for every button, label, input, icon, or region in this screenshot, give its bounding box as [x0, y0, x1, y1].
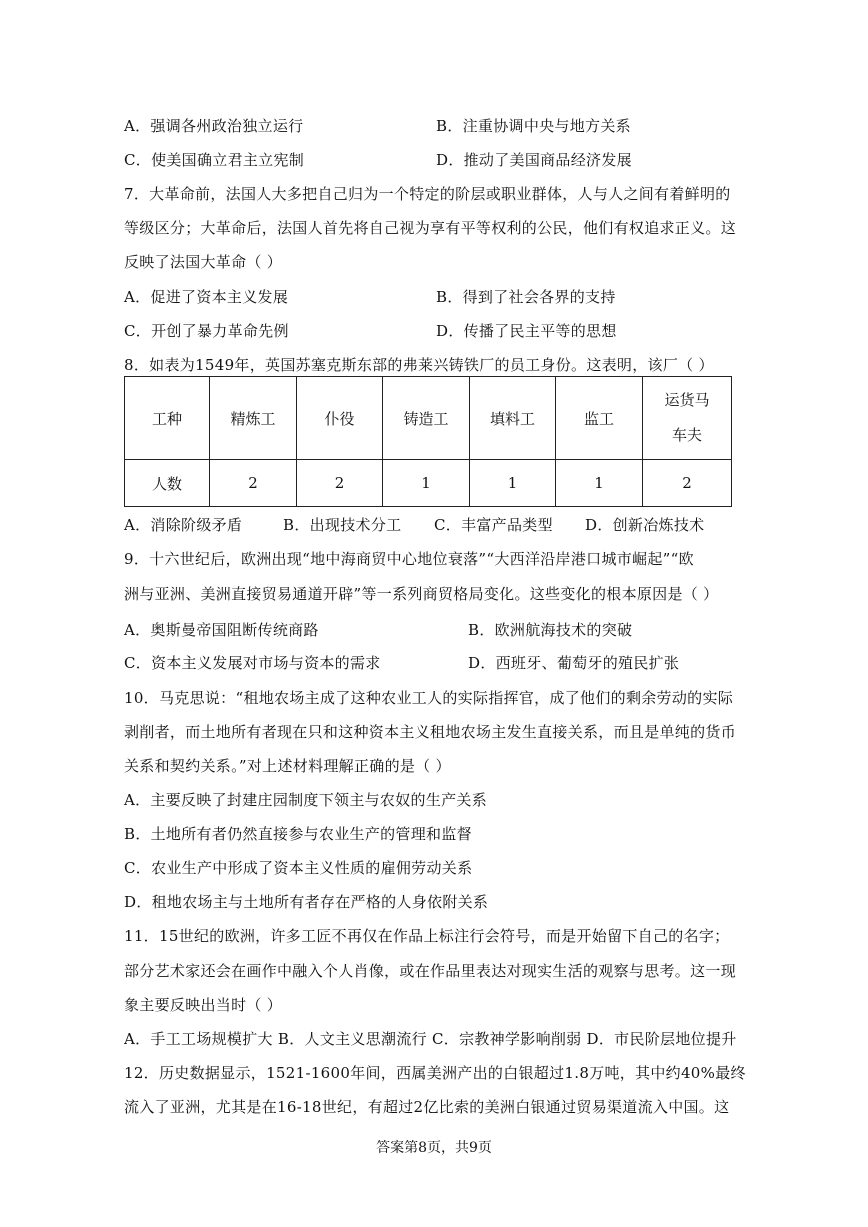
q12-stem-line: 流入了亚洲，尤其是在16-18世纪，有超过2亿比索的美洲白银通过贸易渠道流入中国。这 — [124, 1098, 730, 1116]
q11-stem-line: 11．15世纪的欧洲，许多工匠不再仅在作品上标注行会符号，而是开始留下自己的名字； — [124, 927, 730, 945]
table-cell: 1 — [383, 460, 470, 507]
q7-stem-line: 7．大革命前，法国人大多把自己归为一个特定的阶层或职业群体，人与人之间有着鲜明的 — [124, 185, 731, 203]
page-footer: 答案第8页，共9页 — [376, 1140, 492, 1156]
q10-stem-line: 关系和契约关系。”对上述材料理解正确的是（ ） — [124, 757, 451, 775]
q8-option-c: C．丰富产品类型 — [434, 516, 553, 534]
q10-stem-line: 剥削者，而土地所有者现在只和这种资本主义租地农场主发生直接关系，而且是单纯的货币 — [124, 723, 737, 741]
q10-option-d: D．租地农场主与土地所有者存在严格的人身依附关系 — [124, 893, 489, 911]
table-header-cell: 仆役 — [297, 377, 383, 460]
table-cell: 2 — [297, 460, 383, 507]
table-cell: 1 — [470, 460, 556, 507]
q6-option-b: B．注重协调中央与地方关系 — [436, 117, 631, 135]
q7-option-d: D．传播了民主平等的思想 — [436, 322, 617, 340]
q11-options: A．手工工场规模扩大 B．人文主义思潮流行 C．宗教神学影响削弱 D．市民阶层地位提升 — [124, 1030, 737, 1048]
q8-option-b: B．出现技术分工 — [283, 516, 402, 534]
table-header-cell: 运货马车夫 — [643, 377, 732, 460]
q7-stem-line: 反映了法国大革命（ ） — [124, 253, 283, 271]
q11-stem-line: 象主要反映出当时（ ） — [124, 996, 283, 1014]
q10-stem-line: 10．马克思说：“租地农场主成了这种农业工人的实际指挥官，成了他们的剩余劳动的实际 — [124, 689, 734, 707]
q6-option-a: A．强调各州政治独立运行 — [124, 117, 304, 135]
table-cell: 1 — [556, 460, 643, 507]
q7-option-c: C．开创了暴力革命先例 — [124, 322, 289, 340]
q8-staff-table — [124, 376, 732, 507]
q9-stem-line: 洲与亚洲、美洲直接贸易通道开辟”等一系列商贸格局变化。这些变化的根本原因是（ ） — [124, 585, 719, 603]
q6-option-d: D．推动了美国商品经济发展 — [436, 151, 632, 169]
q8-option-a: A．消除阶级矛盾 — [124, 516, 243, 534]
q11-stem-line: 部分艺术家还会在画作中融入个人肖像，或在作品里表达对现实生活的观察与思考。这一现 — [124, 962, 737, 980]
q9-stem-line: 9．十六世纪后，欧洲出现“地中海商贸中心地位衰落”“大西洋沿岸港口城市崛起”“欧 — [124, 550, 694, 568]
table-header-row — [125, 377, 732, 460]
q9-option-a: A．奥斯曼帝国阻断传统商路 — [124, 621, 319, 639]
table-header-cell: 监工 — [556, 377, 643, 460]
table-cell: 2 — [210, 460, 297, 507]
q7-option-b: B．得到了社会各界的支持 — [436, 288, 616, 306]
table-header-cell: 填料工 — [470, 377, 556, 460]
q8-option-d: D．创新冶炼技术 — [585, 516, 705, 534]
q10-option-b: B．土地所有者仍然直接参与农业生产的管理和监督 — [124, 825, 472, 843]
q9-option-b: B．欧洲航海技术的突破 — [468, 621, 633, 639]
table-cell: 人数 — [125, 460, 210, 507]
q9-option-c: C．资本主义发展对市场与资本的需求 — [124, 654, 381, 672]
q7-stem-line: 等级区分；大革命后，法国人首先将自己视为享有平等权利的公民，他们有权追求正义。这 — [124, 219, 737, 237]
q6-option-c: C．使美国确立君主立宪制 — [124, 151, 305, 169]
q12-stem-line: 12．历史数据显示，1521-1600年间，西属美洲产出的白银超过1.8万吨，其中约40%最终 — [124, 1064, 746, 1082]
table-header-cell: 铸造工 — [383, 377, 470, 460]
q10-option-a: A．主要反映了封建庄园制度下领主与农奴的生产关系 — [124, 791, 488, 809]
table-cell: 2 — [643, 460, 732, 507]
q7-option-a: A．促进了资本主义发展 — [124, 288, 289, 306]
q8-stem: 8．如表为1549年，英国苏塞克斯东部的弗莱兴铸铁厂的员工身份。这表明，该厂（ ） — [124, 356, 714, 374]
table-row — [125, 460, 732, 507]
q10-option-c: C．农业生产中形成了资本主义性质的雇佣劳动关系 — [124, 859, 473, 877]
q9-option-d: D．西班牙、葡萄牙的殖民扩张 — [468, 654, 680, 672]
table-header-cell: 工种 — [125, 377, 210, 460]
table-header-cell: 精炼工 — [210, 377, 297, 460]
